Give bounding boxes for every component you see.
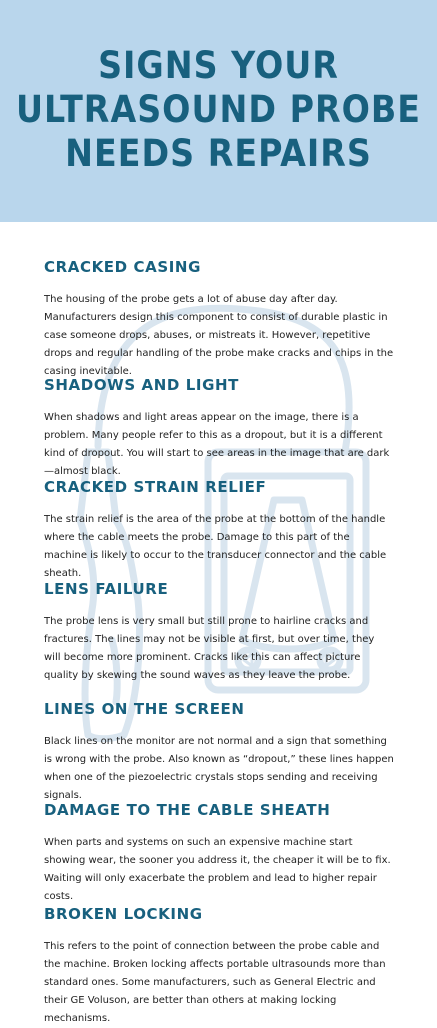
section-damage-to-the-cable-sheath	[44, 801, 394, 906]
section-body: The probe lens is very small but still prone to hairline cracks and fractures. The lines may not be visible at first, but over time, they will become more prominent. Cracks like this can affect picture quality by skewing the sound waves as they leave the probe.	[44, 616, 375, 681]
section-body: The strain relief is the area of the probe at the bottom of the handle where the cable meets the probe. Damage to this part of the machine is likely to occur to the transducer connector and the cable sheath.	[44, 514, 387, 579]
section-heading: CRACKED STRAIN RELIEF	[44, 478, 267, 496]
section-body: When parts and systems on such an expensive machine start showing wear, the sooner you address it, the cheaper it will be to fix. Waiting will only exacerbate the problem and lead to higher repair costs.	[44, 837, 391, 902]
section-heading: SHADOWS AND LIGHT	[44, 376, 240, 394]
title-banner	[0, 0, 437, 222]
title-line-1: SIGNS YOUR	[98, 44, 339, 87]
section-heading: DAMAGE TO THE CABLE SHEATH	[44, 801, 331, 819]
section-body: The housing of the probe gets a lot of abuse day after day. Manufacturers design this component to consist of durable plastic in case someone drops, abuses, or mistreats it. However, repetitive drops and regular handling of the probe make cracks and chips in the casing inevitable.	[44, 294, 394, 377]
section-heading: CRACKED CASING	[44, 258, 201, 276]
section-cracked-strain-relief	[44, 478, 394, 583]
section-broken-locking	[44, 905, 394, 1028]
section-heading: LENS FAILURE	[44, 580, 169, 598]
section-heading: LINES ON THE SCREEN	[44, 700, 245, 718]
title-line-2: ULTRASOUND PROBE	[15, 88, 422, 131]
section-cracked-casing	[44, 258, 394, 381]
section-lens-failure	[44, 580, 394, 685]
page-title	[0, 44, 437, 176]
section-body: This refers to the point of connection between the probe cable and the machine. Broken locking affects portable ultrasounds more than standard ones. Some manufacturers, such as General Electric and their GE Voluson, are better than others at making locking mechanisms.	[44, 941, 386, 1024]
section-heading: BROKEN LOCKING	[44, 905, 203, 923]
section-body: Black lines on the monitor are not normal and a sign that something is wrong with the probe. Also known as “dropout,” these lines happen when one of the piezoelectric crystals stops sending and receiving signals.	[44, 736, 394, 801]
section-body: When shadows and light areas appear on the image, there is a problem. Many people refer to this as a dropout, but it is a different kind of dropout. You will start to see areas in the image that are dark—almost black.	[44, 412, 390, 477]
section-shadows-and-light	[44, 376, 394, 481]
title-line-3: NEEDS REPAIRS	[65, 132, 372, 175]
section-lines-on-the-screen	[44, 700, 394, 805]
